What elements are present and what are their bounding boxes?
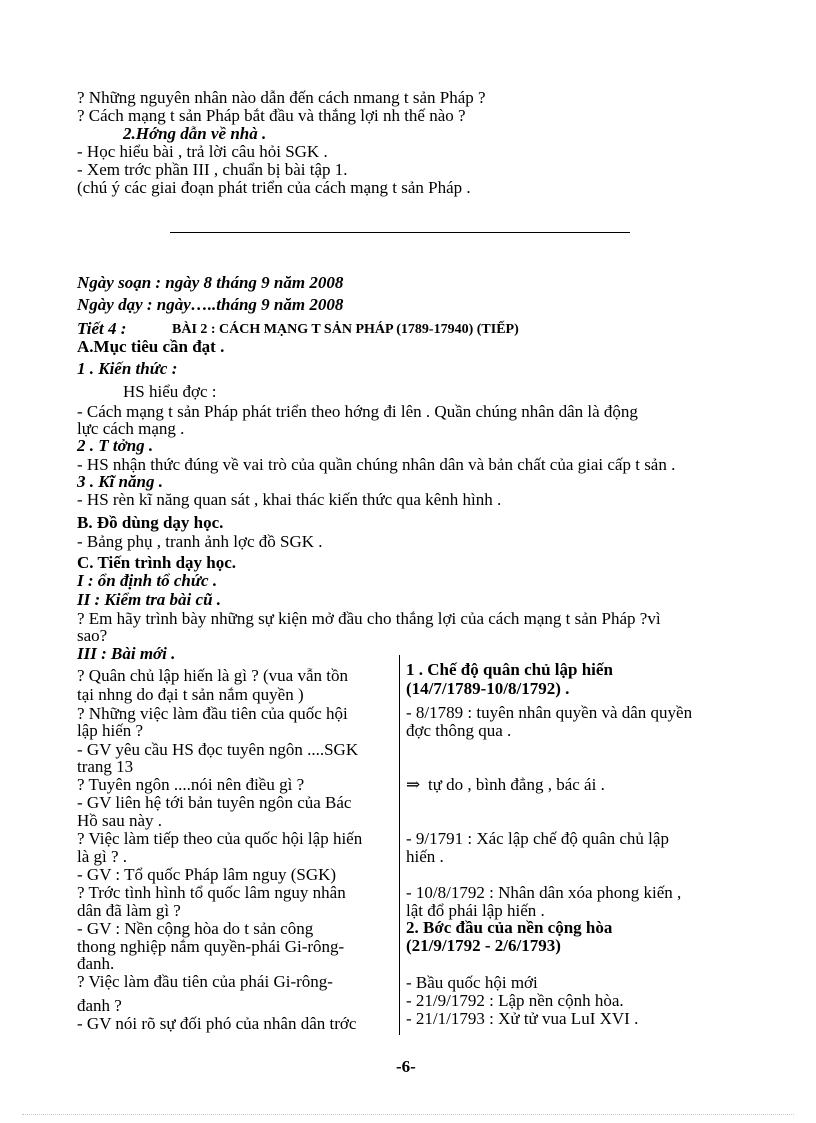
left-line-18: ? Việc làm đầu tiên của phái Gi-rông- <box>77 972 333 991</box>
right-item-1b: đợc thông qua . <box>406 721 512 740</box>
knowledge-line-2: lực cách mạng . <box>77 419 185 438</box>
right-item-4b: lật đổ phái lập hiến . <box>406 901 545 920</box>
right-item-5: - Bầu quốc hội mới <box>406 973 538 992</box>
section-divider <box>170 232 630 233</box>
new-lesson-heading: III : Bài mới . <box>77 644 176 663</box>
right-item-4a: - 10/8/1792 : Nhân dân xóa phong kiến , <box>406 883 682 902</box>
left-line-10: ? Việc làm tiếp theo của quốc hội lập hiến <box>77 829 363 848</box>
organization-heading: I : ổn định tổ chức . <box>77 571 218 590</box>
homework-line-1: - Học hiểu bài , trả lời câu hỏi SGK . <box>77 142 328 161</box>
left-line-6: trang 13 <box>77 757 134 776</box>
left-line-2: tại nhng do đại t sản nắm quyền ) <box>77 685 304 704</box>
homework-line-3: (chú ý các giai đoạn phát triển của cách mạng t sản Pháp . <box>77 178 471 197</box>
lesson-title: BÀI 2 : CÁCH MẠNG T SẢN PHÁP (1789-17940) (TIẾP) <box>172 322 519 337</box>
process-heading: C. Tiến trình dạy học. <box>77 553 237 572</box>
homework-heading: 2.Hớng dẫn về nhà . <box>123 124 267 143</box>
section-1-heading: 1 . Chế độ quân chủ lập hiến <box>406 660 613 679</box>
left-line-7: ? Tuyên ngôn ....nói nên điều gì ? <box>77 775 305 794</box>
right-item-6: - 21/9/1792 : Lập nền cộnh hòa. <box>406 991 624 1010</box>
right-item-3a: - 9/1791 : Xác lập chế độ quân chủ lập <box>406 829 669 848</box>
question-line-2: ? Cách mạng t sản Pháp bắt đầu và thắng lợi nh thế nào ? <box>77 106 466 125</box>
arrow-icon: ⇒ <box>406 775 421 794</box>
left-line-17: đanh. <box>77 954 115 973</box>
skills-heading: 3 . Kĩ năng . <box>77 472 163 491</box>
left-line-20: - GV nói rõ sự đối phó của nhân dân trớc <box>77 1014 357 1033</box>
left-line-19: đanh ? <box>77 996 122 1015</box>
section-2-heading: 2. Bớc đầu của nền cộng hòa <box>406 918 613 937</box>
left-line-4: lập hiến ? <box>77 721 144 740</box>
left-line-16: thong nghiệp nắm quyền-phái Gi-rông- <box>77 937 345 956</box>
ideology-line: - HS nhận thức đúng về vai trò của quần chúng nhân dân và bản chất của giai cấp t sản . <box>77 455 676 474</box>
left-line-9: Hồ sau này . <box>77 811 162 830</box>
right-item-7: - 21/1/1793 : Xử tử vua LuI XVI . <box>406 1009 639 1028</box>
left-line-15: - GV : Nền cộng hòa do t sản công <box>77 919 314 938</box>
knowledge-line-1: - Cách mạng t sản Pháp phát triển theo hớng đi lên . Quần chúng nhân dân là động <box>77 402 638 421</box>
right-item-3b: hiến . <box>406 847 444 866</box>
right-item-1a: - 8/1789 : tuyên nhân quyền và dân quyền <box>406 703 693 722</box>
period-label: Tiết 4 : <box>77 319 127 338</box>
left-line-3: ? Những việc làm đầu tiên của quốc hội <box>77 704 348 723</box>
skills-line: - HS rèn kĩ năng quan sát , khai thác kiến thức qua kênh hình . <box>77 490 502 509</box>
objectives-heading: A.Mục tiêu cần đạt . <box>77 337 225 356</box>
page-bottom-rule <box>22 1114 794 1115</box>
materials-line: - Bảng phụ , tranh ảnh lợc đồ SGK . <box>77 532 323 551</box>
homework-line-2: - Xem trớc phần III , chuẩn bị bài tập 1. <box>77 160 348 179</box>
teach-date: Ngày dạy : ngày…..tháng 9 năm 2008 <box>77 295 344 314</box>
left-line-8: - GV liên hệ tới bản tuyên ngôn của Bác <box>77 793 352 812</box>
left-line-11: là gì ? . <box>77 847 128 866</box>
left-line-12: - GV : Tổ quốc Pháp lâm nguy (SGK) <box>77 865 337 884</box>
question-line-1: ? Những nguyên nhân nào dẫn đến cách nmang t sản Pháp ? <box>77 88 486 107</box>
left-line-5: - GV yêu cầu HS đọc tuyên ngôn ....SGK <box>77 740 359 759</box>
knowledge-intro: HS hiểu đợc : <box>123 382 217 401</box>
review-heading: II : Kiểm tra bài cũ . <box>77 590 222 609</box>
section-2-dates: (21/9/1792 - 2/6/1793) <box>406 936 561 955</box>
ideology-heading: 2 . T tởng . <box>77 436 154 455</box>
right-item-2: tự do , bình đẳng , bác ái . <box>428 775 605 794</box>
prep-date: Ngày soạn : ngày 8 tháng 9 năm 2008 <box>77 273 344 292</box>
materials-heading: B. Đồ dùng dạy học. <box>77 513 224 532</box>
left-line-1: ? Quân chủ lập hiến là gì ? (vua vẫn tồn <box>77 666 348 685</box>
section-1-dates: (14/7/1789-10/8/1792) . <box>406 679 570 698</box>
review-question-line-2: sao? <box>77 626 108 645</box>
knowledge-heading: 1 . Kiến thức : <box>77 359 178 378</box>
review-question-line-1: ? Em hãy trình bày những sự kiện mở đầu cho thắng lợi của cách mạng t sản Pháp ?vì <box>77 609 661 628</box>
column-divider <box>399 655 400 1035</box>
page-number: -6- <box>396 1057 416 1076</box>
left-line-13: ? Trớc tình hình tổ quốc lâm nguy nhân <box>77 883 346 902</box>
left-line-14: dân đã làm gì ? <box>77 901 181 920</box>
